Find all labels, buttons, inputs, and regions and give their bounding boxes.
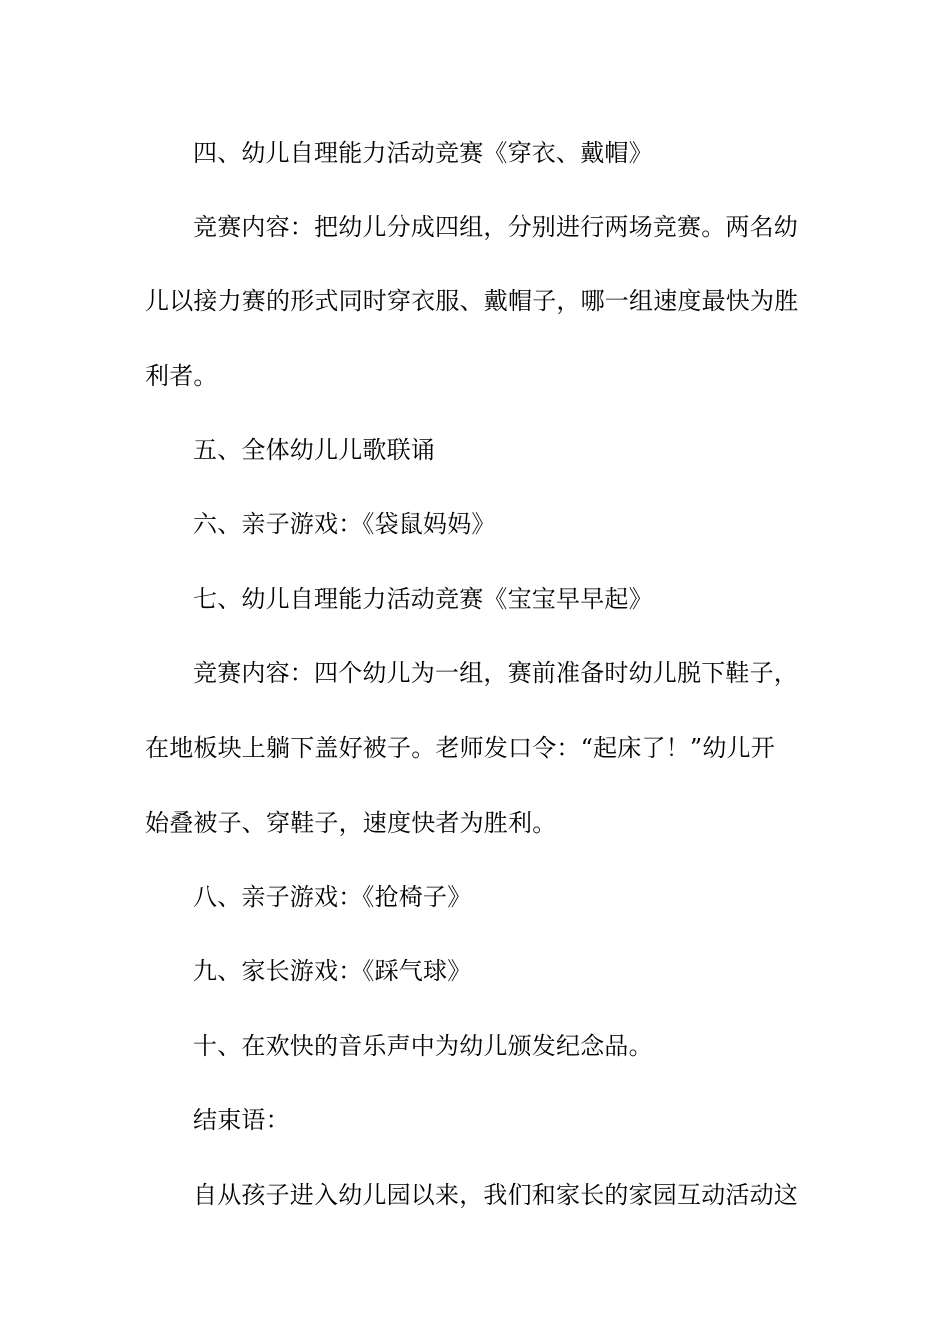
- section-heading-4: 四、幼儿自理能力活动竞赛《穿衣、戴帽》: [193, 139, 653, 167]
- paragraph-line: 竞赛内容：四个幼儿为一组，赛前准备时幼儿脱下鞋子，: [193, 659, 798, 687]
- closing-heading: 结束语：: [193, 1106, 290, 1134]
- paragraph-line: 始叠被子、穿鞋子，速度快者为胜利。: [145, 809, 557, 837]
- paragraph-line: 自从孩子进入幼儿园以来，我们和家长的家园互动活动这: [193, 1181, 798, 1209]
- section-heading-8: 八、亲子游戏：《抢椅子》: [193, 883, 472, 911]
- paragraph-line: 竞赛内容：把幼儿分成四组，分别进行两场竞赛。两名幼: [193, 213, 798, 241]
- section-heading-7: 七、幼儿自理能力活动竞赛《宝宝早早起》: [193, 585, 653, 613]
- section-heading-10: 十、在欢快的音乐声中为幼儿颁发纪念品。: [193, 1032, 653, 1060]
- section-heading-9: 九、家长游戏：《踩气球》: [193, 957, 472, 985]
- paragraph-line: 在地板块上躺下盖好被子。老师发口令：“起床了！”幼儿开: [145, 734, 775, 762]
- paragraph-line: 儿以接力赛的形式同时穿衣服、戴帽子，哪一组速度最快为胜: [145, 287, 799, 315]
- section-heading-5: 五、全体幼儿儿歌联诵: [193, 436, 435, 464]
- paragraph-line: 利者。: [145, 362, 218, 390]
- section-heading-6: 六、亲子游戏：《袋鼠妈妈》: [193, 510, 496, 538]
